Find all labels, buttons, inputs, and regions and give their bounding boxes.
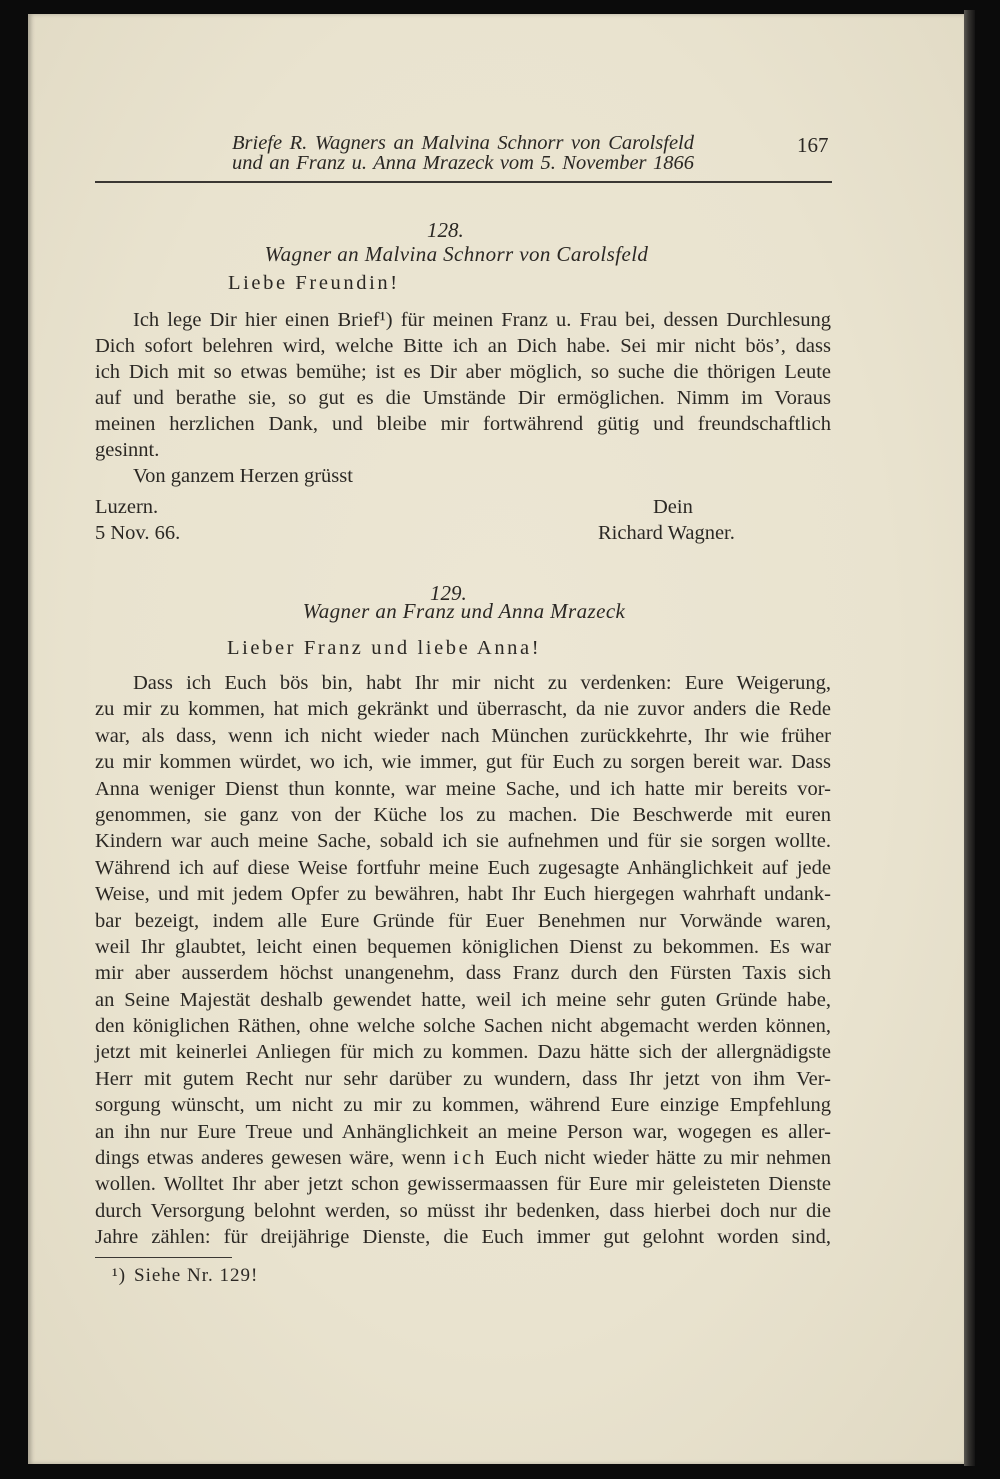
page-edge [964, 10, 975, 1466]
running-title-line-2: und an Franz u. Anna Mrazeck vom 5. November 1866 [232, 152, 694, 174]
body-line: mir aber ausserdem höchst unangenehm, dass Franz durch den Fürsten Taxis sich [95, 962, 831, 985]
body-line: sorgung wünscht, um nicht zu mir zu kommen, während Eure einzige Empfehlung [95, 1094, 831, 1117]
footnote-text: Siehe Nr. 129! [134, 1265, 259, 1286]
body-line: zu mir zu kommen, hat mich gekränkt und überrascht, da nie zuvor anders die Rede [95, 698, 831, 721]
body-line: zu mir kommen würdet, wo ich, wie immer, gut für Euch zu sorgen bereit war. Dass [95, 751, 831, 774]
salutation-128: Liebe Freundin! [228, 272, 400, 294]
closing-128: Von ganzem Herzen grüsst [133, 465, 353, 487]
body-line: auf und berathe sie, so gut es die Umstände Dir ermöglichen. Nimm im Voraus [95, 387, 831, 409]
body-line: durch Versorgung belohnt werden, so müsst ihr bedenken, dass hierbei doch nur die [95, 1199, 831, 1222]
letter-body-129 [95, 670, 831, 1251]
body-line: war, als dass, wenn ich nicht wieder nach München zurückkehrte, Ihr wie früher [95, 724, 831, 747]
letter-number-128: 128. [427, 218, 464, 242]
body-line: Weise, und mit jedem Opfer zu bewähren, habt Ihr Euch hiergegen wahrhaft undank- [95, 883, 831, 906]
body-line: an Seine Majestät deshalb gewendet hatte, weil ich meine sehr guten Gründe habe, [95, 988, 831, 1011]
body-line: Anna weniger Dienst thun konnte, war meine Sache, und ich hatte mir bereits vor- [95, 777, 831, 800]
body-line: wollen. Wolltet Ihr aber jetzt schon gewissermaassen für Eure mir geleisteten Dienste [95, 1173, 831, 1196]
letter-body-128 [95, 307, 831, 463]
body-text: dings etwas anderes gewesen wäre, wenn [95, 1147, 454, 1170]
body-line: Jahre zählen: für dreijährige Dienste, die Euch immer gut gelohnt worden sind, [95, 1226, 831, 1249]
body-line: weil Ihr glaubtet, leicht einen bequemen königlichen Dienst zu bekommen. Es war [95, 935, 831, 958]
running-title-line-1: Briefe R. Wagners an Malvina Schnorr von Carolsfeld [232, 132, 694, 154]
body-line: meinen herzlichen Dank, und bleibe mir fortwährend gütig und freundschaftlich [95, 413, 831, 435]
body-line: gesinnt. [95, 439, 160, 461]
body-line: genommen, sie ganz von der Küche los zu machen. Die Beschwerde mit euren [95, 803, 831, 826]
signature-128: Richard Wagner. [598, 522, 735, 544]
footnote-rule [95, 1257, 232, 1258]
body-line: Während ich auf diese Weise fortfuhr meine Euch zugesagte Anhänglichkeit auf jede [95, 856, 831, 879]
valediction-128: Dein [653, 496, 693, 518]
letter-heading-129: Wagner an Franz und Anna Mrazeck [302, 599, 626, 623]
body-line: den königlichen Räthen, ohne welche solche Sachen nicht abgemacht werden können, [95, 1015, 831, 1038]
date-128: 5 Nov. 66. [95, 522, 181, 544]
letter-number-129: 129. [430, 581, 467, 605]
footnote-marker: ¹) [112, 1265, 127, 1286]
body-line: ich Dich mit so etwas bemühe; ist es Dir aber möglich, so suche die thörigen Leute [95, 361, 831, 383]
letter-heading-128: Wagner an Malvina Schnorr von Carolsfeld [264, 242, 649, 266]
body-line: Kindern war auch meine Sache, sobald ich sie aufnehmen und für sie sorgen wollte. [95, 830, 831, 853]
body-line: an ihn nur Eure Treue und Anhänglichkeit an meine Person war, wogegen es aller- [95, 1120, 831, 1143]
salutation-129: Lieber Franz und liebe Anna! [227, 637, 542, 659]
footnote [112, 1263, 258, 1289]
body-line: Herr mit gutem Recht nur sehr darüber zu wundern, dass Ihr jetzt von ihm Ver- [95, 1067, 831, 1090]
place-128: Luzern. [95, 496, 159, 518]
emphasized-word: ich [453, 1147, 488, 1170]
body-line: Ich lege Dir hier einen Brief¹) für meinen Franz u. Frau bei, dessen Durchlesung [133, 309, 831, 331]
page-number: 167 [797, 133, 829, 157]
body-line: Dich sofort belehren wird, welche Bitte ich an Dich habe. Sei mir nicht bös’, dass [95, 335, 831, 357]
header-rule [95, 181, 832, 183]
body-text: Euch nicht wieder hätte zu mir nehmen [487, 1147, 832, 1170]
body-line [95, 1145, 831, 1171]
body-line: bar bezeigt, indem alle Eure Gründe für Euer Benehmen nur Vorwände waren, [95, 909, 831, 932]
body-line: Dass ich Euch bös bin, habt Ihr mir nicht zu verdenken: Eure Weigerung, [133, 672, 831, 694]
body-line: jetzt mit keinerlei Anliegen für mich zu kommen. Dazu hätte sich der allergnädigste [95, 1041, 831, 1064]
